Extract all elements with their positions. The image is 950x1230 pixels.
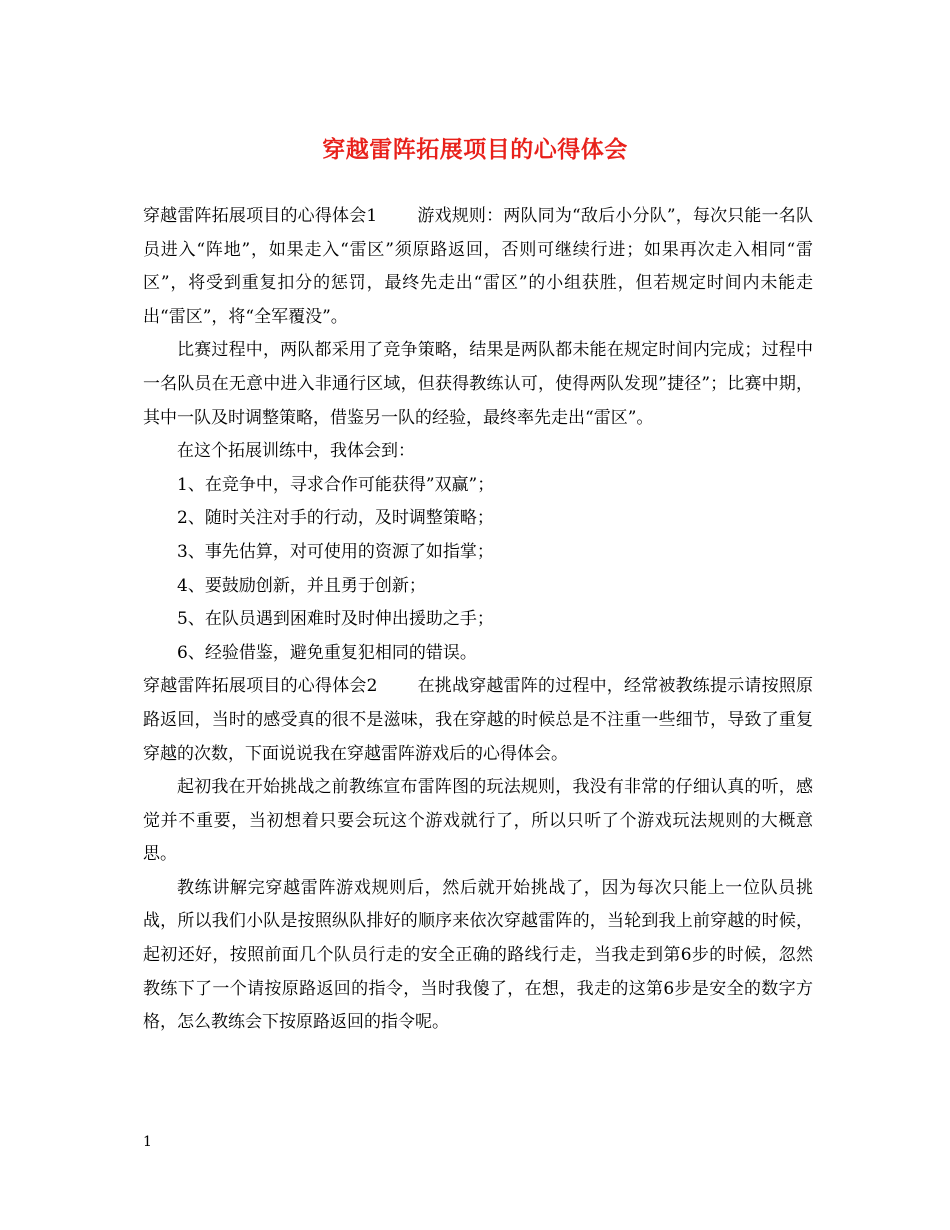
section1-paragraph-2: 比赛过程中，两队都采用了竞争策略，结果是两队都未能在规定时间内完成；过程中一名队员在无意中进入非通行区域，但获得教练认可，使得两队发现”捷径”；比赛中期，其中一队及时调整策略，借鉴另一队的经验，最终率先走出“雷区”。 <box>143 340 813 428</box>
document-body <box>143 200 813 1040</box>
section2-paragraph-2: 起初我在开始挑战之前教练宣布雷阵图的玩法规则，我没有非常的仔细认真的听，感觉并不重要，当初想着只要会玩这个游戏就行了，所以只听了个游戏玩法规则的大概意思。 <box>143 777 813 865</box>
section1-paragraph-3: 在这个拓展训练中，我体会到： <box>177 441 415 462</box>
section1-heading: 穿越雷阵拓展项目的心得体会1 <box>143 206 378 226</box>
list-item: 3、事先估算，对可使用的资源了如指掌； <box>177 541 494 562</box>
section2-heading: 穿越雷阵拓展项目的心得体会2 <box>143 676 378 697</box>
page-number: 1 <box>143 1134 152 1150</box>
list-item: 1、在竞争中，寻求合作可能获得”双赢”； <box>177 474 495 495</box>
list-item: 6、经验借鉴，避免重复犯相同的错误。 <box>177 642 477 663</box>
list-item: 5、在队员遇到困难时及时伸出援助之手； <box>177 609 494 630</box>
section2-intro-paragraph <box>143 670 813 771</box>
list-item: 4、要鼓励创新，并且勇于创新； <box>177 575 426 596</box>
section1-intro-paragraph <box>143 200 813 334</box>
document-title: 穿越雷阵拓展项目的心得体会 <box>322 136 628 163</box>
section2-paragraph-3: 教练讲解完穿越雷阵游戏规则后，然后就开始挑战了，因为每次只能上一位队员挑战，所以我们小队是按照纵队排好的顺序来依次穿越雷阵的，当轮到我上前穿越的时候，起初还好，按照前面几个队员行走的安全正确的路线行走，当我走到第6步的时候，忽然教练下了一个请按原路返回的指令，当时我傻了，在想，我走的这第6步是安全的数字方格，怎么教练会下按原路返回的指令呢。 <box>143 877 813 1033</box>
list-item: 2、随时关注对手的行动，及时调整策略； <box>177 508 494 529</box>
section1-intro: 游戏规则：两队同为“敌后小分队”，每次只能一名队员进入“阵地”，如果走入“雷区”须原路返回，否则可继续行进；如果再次走入相同“雷区”，将受到重复扣分的惩罚，最终先走出“雷区”的小组获胜，但若规定时间内未能走出“雷区”，将“全军覆没”。 <box>143 206 813 327</box>
section2-intro: 在挑战穿越雷阵的过程中，经常被教练提示请按照原路返回，当时的感受真的很不是滋味，我在穿越的时候总是不注重一些细节，导致了重复穿越的次数，下面说说我在穿越雷阵游戏后的心得体会。 <box>143 676 813 764</box>
